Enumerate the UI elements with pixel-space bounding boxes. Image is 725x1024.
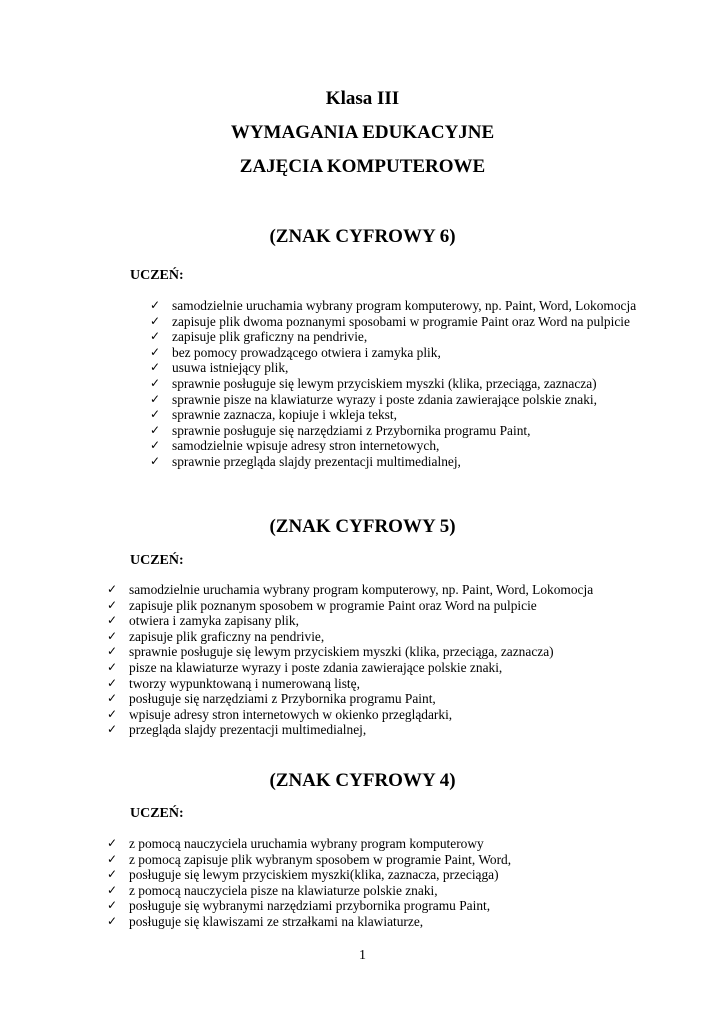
- checkmark-icon: ✓: [107, 882, 118, 897]
- list-item: [107, 852, 667, 868]
- list-item-text: samodzielnie wpisuje adresy stron internetowych,: [172, 438, 440, 454]
- list-item: [107, 598, 667, 614]
- list-item: [150, 438, 650, 454]
- list-item: [107, 707, 667, 723]
- list-item: [150, 454, 650, 470]
- list-item-text: posługuje się narzędziami z Przybornika programu Paint,: [129, 691, 436, 707]
- checkmark-icon: ✓: [150, 438, 161, 453]
- list-item: [150, 345, 650, 361]
- list-item: [107, 582, 667, 598]
- requirements-list-grade-5: [107, 582, 667, 738]
- list-item: [107, 883, 667, 899]
- list-item-text: samodzielnie uruchamia wybrany program komputerowy, np. Paint, Word, Lokomocja: [129, 582, 594, 597]
- checkmark-icon: ✓: [107, 836, 118, 850]
- checkmark-icon: ✓: [107, 691, 118, 706]
- document-subject: ZAJĘCIA KOMPUTEROWE: [239, 156, 486, 177]
- checkmark-icon: ✓: [107, 613, 118, 628]
- list-item-text: z pomocą zapisuje plik wybranym sposobem w programie Paint, Word,: [129, 851, 512, 867]
- list-item-text: otwiera i zamyka zapisany plik,: [129, 613, 299, 629]
- list-item: [150, 376, 650, 392]
- list-item: [107, 691, 667, 707]
- list-item: [107, 867, 667, 883]
- checkmark-icon: ✓: [107, 675, 118, 690]
- list-item-text: zapisuje plik dwoma poznanymi sposobami w programie Paint oraz Word na pulpicie: [172, 313, 630, 329]
- list-item: [107, 660, 667, 676]
- checkmark-icon: ✓: [107, 722, 118, 737]
- checkmark-icon: ✓: [150, 298, 161, 312]
- list-item: [107, 644, 667, 660]
- list-item-text: przegląda slajdy prezentacji multimedialnej,: [129, 722, 367, 738]
- list-item-text: posługuje się lewym przyciskiem myszki(klika, zaznacza, przeciąga): [129, 867, 499, 883]
- page-number: 1: [359, 948, 366, 963]
- list-item-text: z pomocą nauczyciela pisze na klawiaturze polskie znaki,: [129, 882, 438, 898]
- checkmark-icon: ✓: [107, 582, 118, 596]
- checkmark-icon: ✓: [150, 407, 161, 422]
- checkmark-icon: ✓: [107, 913, 118, 928]
- list-item: [107, 836, 667, 852]
- list-item: [150, 360, 650, 376]
- list-item: [150, 423, 650, 439]
- requirements-list-grade-4: [107, 836, 667, 930]
- list-item-text: sprawnie posługuje się narzędziami z Przybornika programu Paint,: [172, 422, 531, 438]
- list-item-text: sprawnie zaznacza, kopiuje i wkleja tekst,: [172, 407, 397, 423]
- checkmark-icon: ✓: [150, 422, 161, 437]
- list-item: [107, 898, 667, 914]
- list-item-text: posługuje się klawiszami ze strzałkami na klawiaturze,: [129, 913, 424, 929]
- checkmark-icon: ✓: [107, 706, 118, 721]
- checkmark-icon: ✓: [150, 313, 161, 328]
- student-label: UCZEŃ:: [130, 553, 184, 568]
- list-item: [150, 329, 650, 345]
- checkmark-icon: ✓: [107, 597, 118, 612]
- checkmark-icon: ✓: [150, 375, 161, 390]
- list-item: [107, 676, 667, 692]
- list-item: [150, 298, 650, 314]
- student-label: UCZEŃ:: [130, 268, 184, 283]
- list-item-text: wpisuje adresy stron internetowych w okienko przeglądarki,: [129, 706, 453, 722]
- list-item-text: sprawnie posługuje się lewym przyciskiem myszki (klika, przeciąga, zaznacza): [129, 644, 554, 660]
- checkmark-icon: ✓: [107, 628, 118, 643]
- list-item: [150, 314, 650, 330]
- list-item-text: samodzielnie uruchamia wybrany program komputerowy, np. Paint, Word, Lokomocja: [172, 298, 637, 313]
- checkmark-icon: ✓: [107, 851, 118, 866]
- list-item-text: sprawnie posługuje się lewym przyciskiem myszki (klika, przeciąga, zaznacza): [172, 375, 597, 391]
- checkmark-icon: ✓: [107, 644, 118, 659]
- section-heading-grade-5: (ZNAK CYFROWY 5): [269, 516, 456, 537]
- checkmark-icon: ✓: [107, 867, 118, 882]
- list-item: [107, 914, 667, 930]
- list-item-text: usuwa istniejący plik,: [172, 360, 289, 376]
- list-item-text: bez pomocy prowadzącego otwiera i zamyka plik,: [172, 344, 441, 360]
- checkmark-icon: ✓: [150, 344, 161, 359]
- checkmark-icon: ✓: [150, 453, 161, 468]
- list-item: [107, 629, 667, 645]
- section-heading-grade-4: (ZNAK CYFROWY 4): [269, 770, 456, 791]
- list-item: [107, 613, 667, 629]
- document-title: WYMAGANIA EDUKACYJNE: [230, 122, 495, 143]
- checkmark-icon: ✓: [150, 329, 161, 344]
- document-grade: Klasa III: [325, 88, 400, 109]
- list-item: [150, 392, 650, 408]
- list-item-text: z pomocą nauczyciela uruchamia wybrany program komputerowy: [129, 836, 484, 851]
- section-heading-grade-6: (ZNAK CYFROWY 6): [269, 226, 456, 247]
- student-label: UCZEŃ:: [130, 806, 184, 821]
- list-item-text: zapisuje plik graficzny na pendrivie,: [129, 628, 325, 644]
- checkmark-icon: ✓: [150, 391, 161, 406]
- checkmark-icon: ✓: [107, 659, 118, 674]
- list-item-text: zapisuje plik graficzny na pendrivie,: [172, 329, 368, 345]
- list-item-text: posługuje się wybranymi narzędziami przybornika programu Paint,: [129, 898, 491, 914]
- list-item: [150, 407, 650, 423]
- list-item-text: tworzy wypunktowaną i numerowaną listę,: [129, 675, 360, 691]
- checkmark-icon: ✓: [150, 360, 161, 375]
- list-item-text: pisze na klawiaturze wyrazy i poste zdania zawierające polskie znaki,: [129, 659, 503, 675]
- list-item-text: zapisuje plik poznanym sposobem w programie Paint oraz Word na pulpicie: [129, 597, 537, 613]
- list-item-text: sprawnie pisze na klawiaturze wyrazy i poste zdania zawierające polskie znaki,: [172, 391, 597, 407]
- list-item-text: sprawnie przegląda slajdy prezentacji multimedialnej,: [172, 453, 461, 469]
- list-item: [107, 722, 667, 738]
- requirements-list-grade-6: [150, 298, 650, 470]
- checkmark-icon: ✓: [107, 898, 118, 913]
